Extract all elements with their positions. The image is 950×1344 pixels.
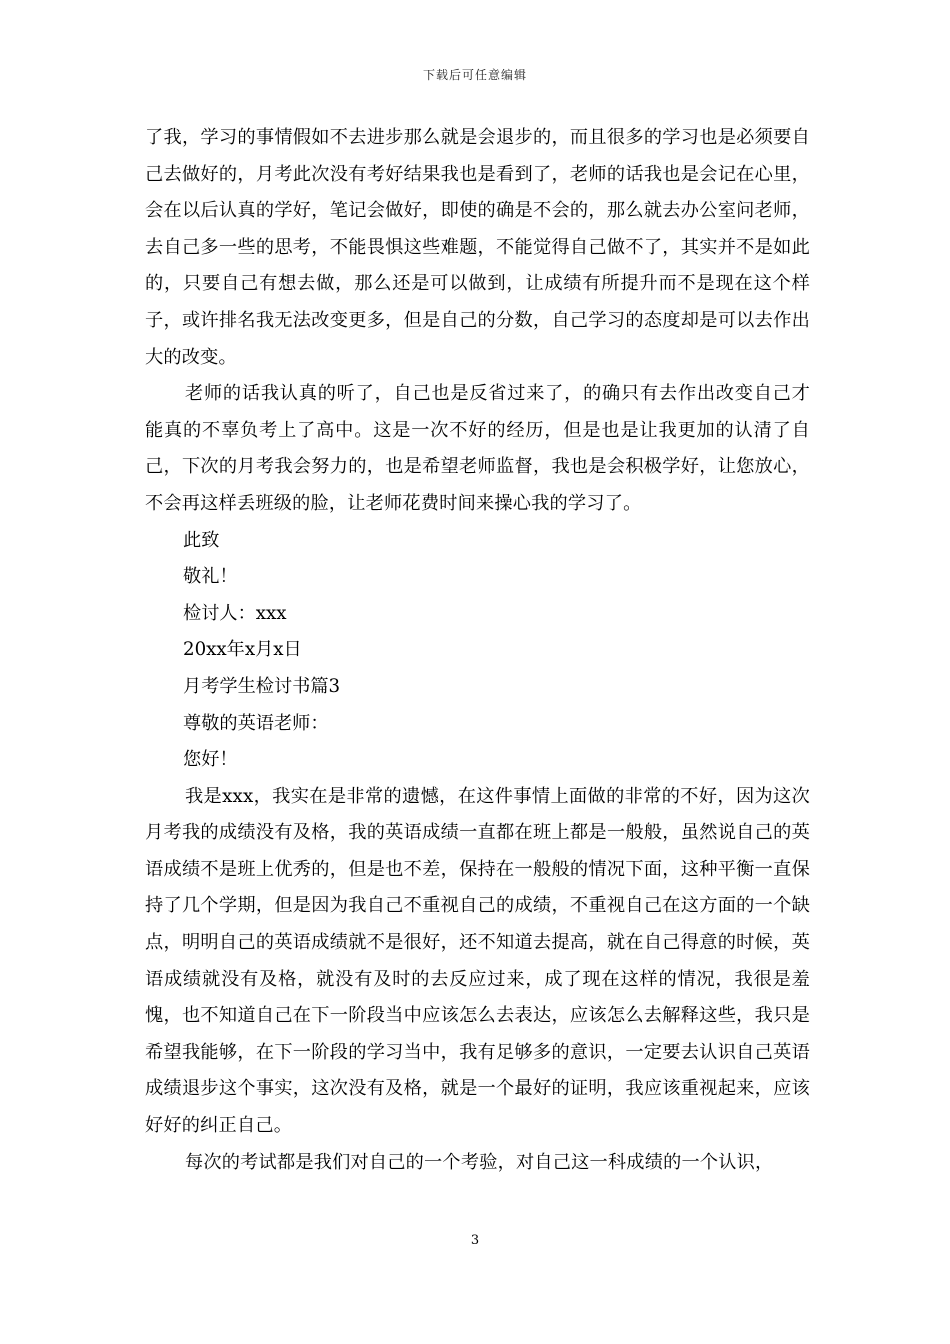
section-title: 月考学生检讨书篇3 <box>183 675 341 697</box>
page-number: 3 <box>470 1233 480 1248</box>
greeting-recipient: 尊敬的英语老师： <box>183 712 329 734</box>
signer-line: 检讨人：xxx <box>183 602 287 624</box>
paragraph: 每次的考试都是我们对自己的一个考验，对自己这一科成绩的一个认识， <box>185 1151 774 1173</box>
closing-line: 此致 <box>183 529 220 551</box>
greeting: 您好！ <box>183 749 238 771</box>
paragraph: 我是xxx，我实在是非常的遗憾，在这件事情上面做的非常的不好，因为这次月考我的成绩没有及格，我的英语成绩一直都在班上都是一般般，虽然说自己的英语成绩不是班上优秀的，但是也不差，保持在一般般的情况下面，这种平衡一直保持了几个学期，但是因为我自己不重视自己的成绩，不重视自己在这方面的一个缺点，明明自己的英语成绩就不是很好，还不知道去提高，就在自己得意的时候，英语成绩就没有及格，就没有及时的去反应过来，成了现在这样的情况，我很是羞愧，也不知道自己在下一阶段当中应该怎么去表达，应该怎么去解释这些，我只是希望我能够，在下一阶段的学习当中，我有足够多的意识，一定要去认识自己英语成绩退步这个事实，这次没有及格，就是一个最好的证明，我应该重视起来，应该好好的纠正自己。 <box>145 785 810 1137</box>
date-line: 20xx年x月x日 <box>183 639 302 661</box>
page-header: 下载后可任意编辑 <box>422 68 527 82</box>
paragraph-continuation: 了我，学习的事情假如不去进步那么就是会退步的，而且很多的学习也是必须要自己去做好的，月考此次没有考好结果我也是看到了，老师的话我也是会记在心里，会在以后认真的学好，笔记会做好，即使的确是不会的，那么就去办公室问老师，去自己多一些的思考，不能畏惧这些难题，不能觉得自己做不了，其实并不是如此的，只要自己有想去做，那么还是可以做到，让成绩有所提升而不是现在这个样子，或许排名我无法改变更多，但是自己的分数，自己学习的态度却是可以去作出大的改变。 <box>145 127 810 368</box>
salutation-line: 敬礼！ <box>183 566 238 588</box>
document-body <box>145 120 810 1181</box>
paragraph: 老师的话我认真的听了，自己也是反省过来了，的确只有去作出改变自己才能真的不辜负考上了高中。这是一次不好的经历，但是也是让我更加的认清了自己，下次的月考我会努力的，也是希望老师监督，我也是会积极学好，让您放心，不会再这样丢班级的脸，让老师花费时间来操心我的学习了。 <box>145 383 810 514</box>
